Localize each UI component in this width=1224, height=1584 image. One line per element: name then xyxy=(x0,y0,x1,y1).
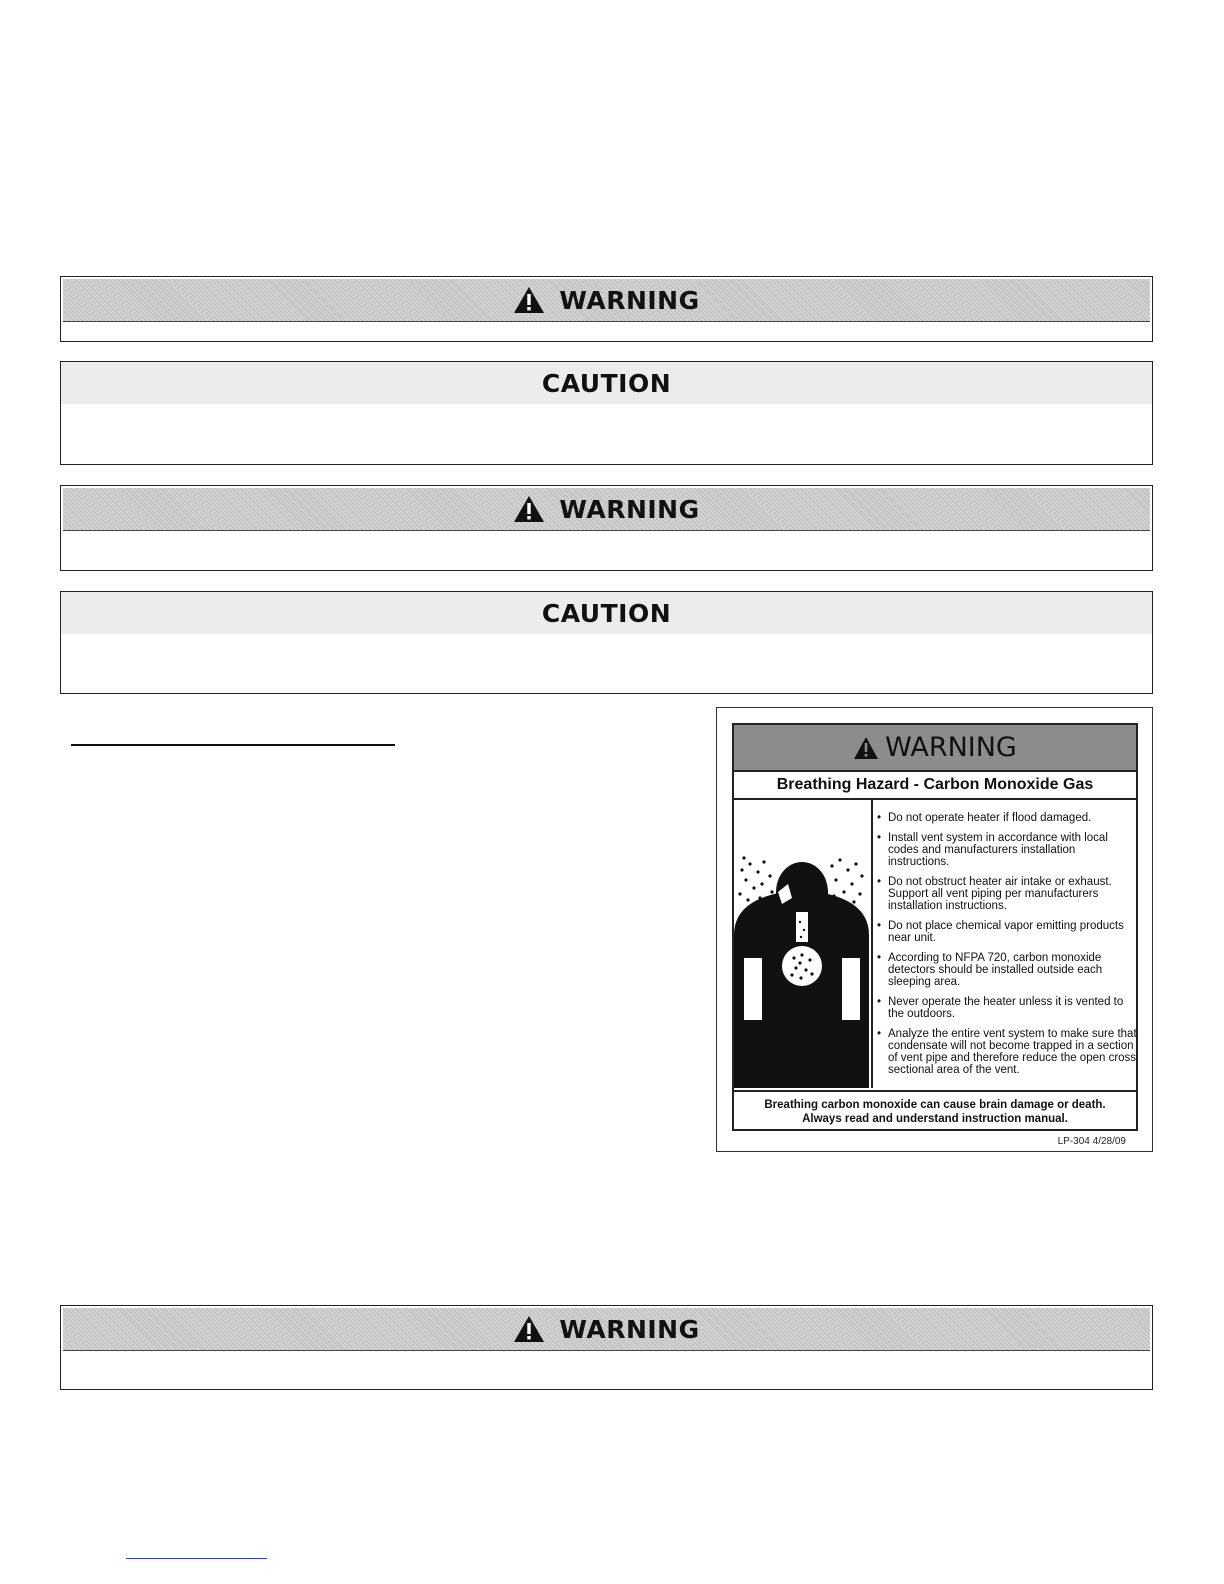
warning-notice-1 xyxy=(60,276,1153,342)
caution-heading: CAUTION xyxy=(541,598,672,628)
warning-notice-3 xyxy=(60,1305,1153,1390)
label-subtitle: Breathing Hazard - Carbon Monoxide Gas xyxy=(734,772,1136,800)
label-title-text: WARNING xyxy=(885,732,1017,763)
label-footer-line-1: Breathing carbon monoxide can cause brain damage or death. xyxy=(764,1098,1106,1111)
label-border xyxy=(732,723,1138,1131)
warning-heading: WARNING xyxy=(559,1314,700,1344)
caution-heading: CAUTION xyxy=(541,368,672,398)
footer-link-underline[interactable] xyxy=(126,1558,267,1559)
label-bullet-item: • Install vent system in accordance with local codes and manufacturers installation instructions. xyxy=(877,832,1139,868)
label-bullet-item: • Analyze the entire vent system to make sure that condensate will not become trapped in a section of vent pipe and therefore reduce the open cross sectional area of the vent. xyxy=(877,1028,1139,1076)
breathing-hazard-pictogram xyxy=(734,800,873,1088)
label-footer-line-2: Always read and understand instruction manual. xyxy=(802,1112,1068,1125)
label-bullet-item: • Do not obstruct heater air intake or exhaust. Support all vent piping per manufacturers installation instructions. xyxy=(877,876,1139,912)
label-code: LP-304 4/28/09 xyxy=(1057,1136,1126,1147)
section-heading-underline xyxy=(71,744,395,746)
label-bullet-item: • Do not place chemical vapor emitting products near unit. xyxy=(877,920,1139,944)
label-footer xyxy=(734,1090,1136,1131)
caution-notice-2 xyxy=(60,591,1153,694)
warning-header xyxy=(63,279,1150,322)
breathing-hazard-icon xyxy=(734,800,869,1088)
caution-header xyxy=(61,592,1152,634)
warning-triangle-icon xyxy=(513,495,545,523)
label-bullet-item: • Do not operate heater if flood damaged. xyxy=(877,812,1139,824)
warning-heading: WARNING xyxy=(559,494,700,524)
warning-triangle-icon xyxy=(853,736,879,760)
caution-header xyxy=(61,362,1152,404)
warning-header xyxy=(63,1308,1150,1351)
warning-header xyxy=(63,488,1150,531)
label-bullet-item: • Never operate the heater unless it is vented to the outdoors. xyxy=(877,996,1139,1020)
label-body xyxy=(734,800,1136,1088)
label-title xyxy=(734,725,1136,772)
caution-notice-1 xyxy=(60,361,1153,465)
label-bullet-item: • According to NFPA 720, carbon monoxide detectors should be installed outside each sleeping area. xyxy=(877,952,1139,988)
warning-notice-2 xyxy=(60,485,1153,571)
co-warning-label xyxy=(716,707,1153,1152)
warning-heading: WARNING xyxy=(559,285,700,315)
warning-triangle-icon xyxy=(513,286,545,314)
warning-triangle-icon xyxy=(513,1315,545,1343)
label-bullet-list xyxy=(877,812,1139,1084)
